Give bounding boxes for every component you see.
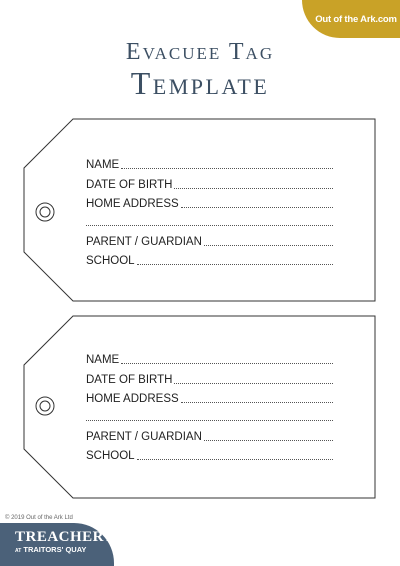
field-school-line[interactable] — [137, 264, 333, 265]
field-name-line[interactable] — [121, 168, 333, 169]
evacuee-tag-1 — [0, 118, 400, 303]
field-parent-line[interactable] — [204, 245, 333, 246]
field-parent-label: PARENT / GUARDIAN — [86, 431, 202, 443]
title-line-1: Evacuee Tag — [125, 39, 275, 65]
show-logo-badge[interactable] — [0, 523, 114, 566]
tag-outline — [0, 118, 400, 303]
field-dob-label: DATE OF BIRTH — [86, 374, 173, 386]
field-dob[interactable] — [86, 372, 333, 386]
show-subtitle-main: TRAITORS' QUAY — [23, 545, 87, 554]
field-address-line[interactable] — [181, 207, 333, 208]
field-school-label: SCHOOL — [86, 255, 135, 267]
field-name-line[interactable] — [121, 363, 333, 364]
field-parent-label: PARENT / GUARDIAN — [86, 236, 202, 248]
copyright-notice: © 2019 Out of the Ark Ltd — [5, 515, 73, 521]
show-title: TREACHERY — [15, 529, 115, 545]
field-name[interactable] — [86, 157, 333, 171]
field-school-line[interactable] — [137, 459, 333, 460]
field-address-label: HOME ADDRESS — [86, 393, 179, 405]
field-parent[interactable] — [86, 234, 333, 248]
show-subtitle — [15, 545, 114, 556]
field-address[interactable] — [86, 196, 333, 210]
tag-outline — [0, 315, 400, 500]
field-school-label: SCHOOL — [86, 450, 135, 462]
show-subtitle-small: AT — [15, 548, 22, 554]
evacuee-tag-2 — [0, 315, 400, 500]
field-parent-line[interactable] — [204, 440, 333, 441]
field-name[interactable] — [86, 352, 333, 366]
brand-badge[interactable] — [302, 0, 400, 38]
page-title — [0, 40, 400, 100]
field-parent[interactable] — [86, 429, 333, 443]
field-address[interactable] — [86, 391, 333, 405]
field-address-line-2[interactable] — [86, 225, 333, 226]
field-name-label: NAME — [86, 159, 120, 171]
field-address-label: HOME ADDRESS — [86, 198, 179, 210]
field-address-line-2[interactable] — [86, 420, 333, 421]
field-address-line[interactable] — [181, 402, 333, 403]
field-dob-line[interactable] — [174, 383, 333, 384]
field-dob-label: DATE OF BIRTH — [86, 179, 173, 191]
field-school[interactable] — [86, 448, 333, 462]
title-line-2: Template — [130, 65, 270, 101]
field-dob-line[interactable] — [174, 188, 333, 189]
field-name-label: NAME — [86, 354, 120, 366]
brand-label: Out of the Ark.com — [315, 13, 397, 25]
field-school[interactable] — [86, 253, 333, 267]
field-dob[interactable] — [86, 177, 333, 191]
